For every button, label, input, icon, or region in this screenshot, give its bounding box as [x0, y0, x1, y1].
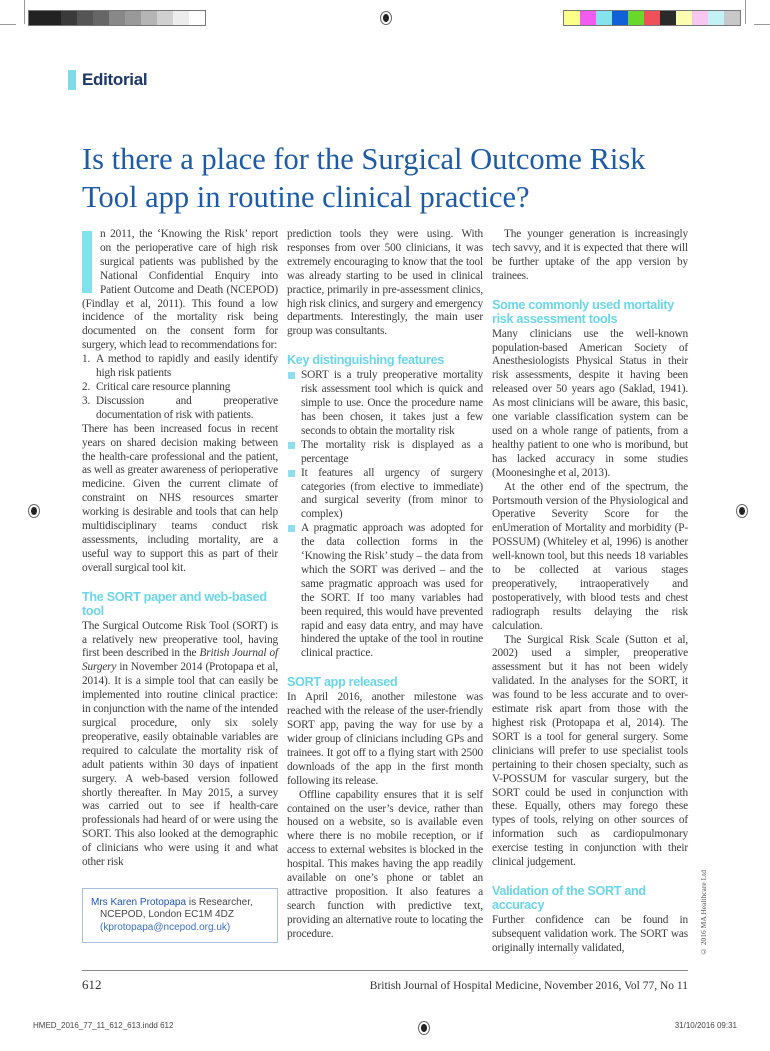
- author-email[interactable]: (kprotopapa@ncepod.org.uk): [100, 921, 231, 933]
- crop-mark: [24, 0, 25, 24]
- recommendations-list: [82, 353, 278, 423]
- subheading: SORT app released: [287, 675, 398, 690]
- color-swatch: [45, 11, 61, 25]
- slug-timestamp: 31/10/2016 09:31: [674, 1020, 737, 1030]
- bullet-item: A pragmatic approach was adopted for the data collection forms in the ‘Knowing the Risk’ study – the data from which the SORT was derived – and the same pragmatic approach was used for the SORT. If too many variables had been required, this would have prevented rapid and easy data entry, and may have hindered the uptake of the tool in routine clinical practice.: [287, 522, 483, 661]
- bullet-item: It features all urgency of surgery categories (from elective to immediate) and surgical severity (from minor to complex): [287, 467, 483, 523]
- list-number: 2.: [82, 380, 91, 393]
- intro-paragraph: [82, 228, 278, 353]
- journal-citation: British Journal of Hospital Medicine, November 2016, Vol 77, No 11: [369, 979, 688, 992]
- section-label-text: Editorial: [82, 70, 148, 89]
- paragraph: Offline capability ensures that it is self contained on the user’s device, rather than housed on a website, so is available even where there is no mobile reception, or if access to external websites is blocked in the hospital. This makes having the app readily available on one’s phone or tablet an attractive proposition. It also features a search function with predictive text, providing an alternative route to locating the procedure.: [287, 788, 483, 940]
- color-swatch: [61, 11, 77, 25]
- text-run: in November 2014 (Protopapa et al, 2014). It is a simple tool that can easily be implemented into routine clinical practice: in conjunction with the name of the intended surgical procedure, only six solely preoperative, easily obtainable variables are required to calculate the mortality risk of adult patients within 30 days of inpatient surgery. A web-based version followed shortly thereafter. In May 2015, a survey was carried out to see if health-care professionals had heard of or were using the SORT. This also looked at the demographic of clinicians who were using it and what other risk: [82, 661, 278, 869]
- section-tab-marker: [68, 70, 76, 90]
- list-item: [82, 353, 278, 381]
- list-number: 3.: [82, 394, 91, 407]
- intro-text: n 2011, the ‘Knowing the Risk’ report on the perioperative care of high risk surgical patients was published by the National Confidential Enquiry into Patient Outcome and Death (NCEPOD) (Findlay et al, 2011). This found a low incidence of the mortality risk being documented on the consent form for surgery, which lead to recommendations for:: [82, 228, 278, 352]
- registration-mark-icon: [736, 504, 748, 518]
- article: [82, 0, 708, 993]
- subheading: Some commonly used mortality risk assessment tools: [492, 297, 674, 326]
- column-3: [492, 228, 688, 956]
- subheading: The SORT paper and web-based tool: [82, 589, 267, 618]
- paragraph: In April 2016, another milestone was reached with the release of the user-friendly SORT app, paving the way for use by a wider group of clinicians including GPs and trainees. It got off to a flying start with 2500 downloads of the app in the first month following its release.: [287, 691, 483, 787]
- registration-mark-icon: [418, 1021, 430, 1035]
- color-swatch: [724, 11, 740, 25]
- features-list: [287, 369, 483, 661]
- crop-mark: [754, 24, 770, 25]
- registration-mark-icon: [28, 504, 40, 518]
- paragraph: Many clinicians use the well-known population-based American Society of Anesthesiologists Physical Status in their risk assessments, despite it having been released over 50 years ago (Saklad, 1941). As most clinicians will be aware, this basic, one variable classification system can be used on a whole range of patients, from a healthy patient to one who is moribund, but has lacked accuracy in some studies (Moonesinghe et al, 2013).: [492, 327, 688, 479]
- list-item: [82, 381, 278, 395]
- color-swatch: [29, 11, 45, 25]
- author-address: NCEPOD, London EC1M 4DZ: [100, 909, 234, 921]
- print-slug: [33, 1021, 737, 1051]
- paragraph: There has been increased focus in recent years on shared decision making between the health-care professional and the patient, as well as greater awareness of perioperative medicine. Given the current climate of constraint on NHS resources smarter working is desirable and tools that can help multidisciplinary teams conduct risk assessments, including mortality, are a useful way to support this as part of their overall surgical tool kit.: [82, 422, 278, 574]
- slug-filename: HMED_2016_77_11_612_613.indd 612: [33, 1020, 174, 1030]
- page-number: 612: [82, 976, 102, 992]
- article-title: Is there a place for the Surgical Outcome Risk Tool app in routine clinical practice?: [82, 142, 646, 214]
- list-text: Discussion and preoperative documentation of risk with patients.: [96, 394, 278, 421]
- bullet-item: SORT is a truly preoperative mortality risk assessment tool which is quick and simple to use. Once the procedure name has been chosen, it takes just a few seconds to obtain the mortality risk: [287, 369, 483, 439]
- color-swatch: [692, 11, 708, 25]
- column-1: [82, 228, 278, 943]
- subheading: Key distinguishing features: [287, 353, 445, 368]
- list-text: A method to rapidly and easily identify high risk patients: [96, 353, 278, 380]
- bullet-item: The mortality risk is displayed as a percentage: [287, 439, 483, 467]
- paragraph: [82, 620, 278, 870]
- paragraph: prediction tools they were using. With responses from over 500 clinicians, it was extremely encouraging to know that the tool was already starting to be used in clinical practice, primarily in pre-assessment clinics, high risk clinics, and surgery and emergency departments. Interestingly, the main user group was consultants.: [287, 228, 483, 338]
- list-text: Critical care resource planning: [96, 380, 231, 393]
- article-columns: [82, 228, 708, 956]
- column-2: [287, 228, 483, 942]
- paragraph: At the other end of the spectrum, the Portsmouth version of the Physiological and Operative Severity Score for the enUmeration of Mortality and morbidity (P-POSSUM) (Whiteley et al, 1996) is another well-known tool, but this needs 18 variables to be collected at various stages preoperatively, intraoperatively and postoperatively, with blood tests and chest radiograph results delaying the risk calculation.: [492, 480, 688, 632]
- author-role: is Researcher,: [186, 896, 253, 908]
- color-swatch: [708, 11, 724, 25]
- copyright-notice: © 2016 MA Healthcare Ltd: [699, 869, 708, 956]
- list-item: [82, 395, 278, 423]
- paragraph: The younger generation is increasingly tech savvy, and it is expected that there will be further uptake of the app version by trainees.: [492, 228, 688, 282]
- journal-name: British Journal of Surgery: [82, 647, 278, 674]
- page-footer: [82, 970, 688, 993]
- paragraph: Further confidence can be found in subsequent validation work. The SORT was originally internally validated,: [492, 913, 688, 954]
- text-run: The Surgical Outcome Risk Tool (SORT) is a relatively new preoperative tool, having first been described in the: [82, 619, 278, 660]
- list-number: 1.: [82, 353, 91, 366]
- drop-cap: [82, 231, 92, 293]
- author-name: Mrs Karen Protopapa: [91, 896, 187, 908]
- paragraph: The Surgical Risk Scale (Sutton et al, 2002) used a simpler, preoperative assessment but it has not been widely validated. In the analyses for the SORT, it was found to be less accurate and to over-estimate risk apart from those with the highest risk (Protopapa et al, 2014). The SORT is a tool for general surgery. Some clinicians will prefer to use specialist tools pertaining to their chosen specialty, such as V-POSSUM for vascular surgery, but the SORT could be used in conjunction with these. Equally, others may forego these types of tools, relying on other sources of information such as cardiopulmonary exercise testing in conjunction with their clinical judgement.: [492, 633, 688, 869]
- crop-mark: [0, 24, 16, 25]
- subheading: Validation of the SORT and accuracy: [492, 883, 646, 912]
- author-box: [82, 888, 278, 944]
- crop-mark: [745, 0, 746, 24]
